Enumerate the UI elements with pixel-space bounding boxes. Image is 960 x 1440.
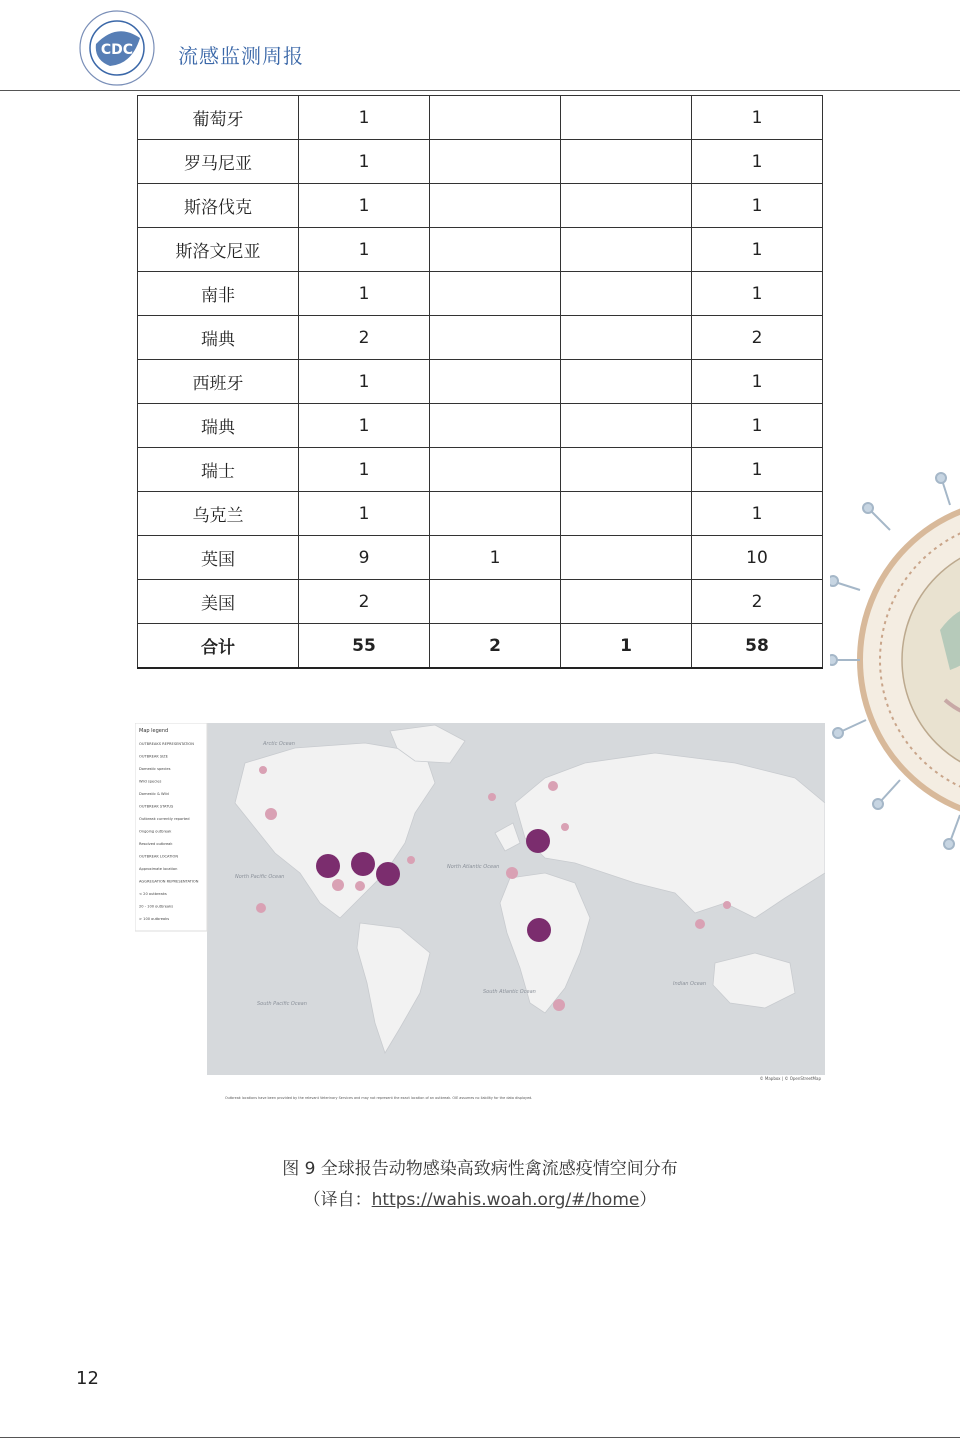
count-cell xyxy=(430,580,561,624)
country-cell: 瑞士 xyxy=(138,448,299,492)
count-cell xyxy=(561,96,692,140)
count-cell: 9 xyxy=(299,536,430,580)
count-cell: 1 xyxy=(430,536,561,580)
count-cell: 1 xyxy=(692,360,823,404)
legend-item: OUTBREAK STATUS xyxy=(139,804,174,809)
table-row xyxy=(138,448,823,492)
table-row xyxy=(138,360,823,404)
legend-item: Wild species xyxy=(139,779,162,784)
logo-text: CDC xyxy=(100,42,134,58)
count-cell xyxy=(561,536,692,580)
cluster-small xyxy=(259,766,267,774)
count-cell xyxy=(561,580,692,624)
table-row xyxy=(138,316,823,360)
country-cell: 英国 xyxy=(138,536,299,580)
legend-item: 20 - 100 outbreaks xyxy=(139,904,174,909)
legend-item: Outbreak currently reported xyxy=(139,817,190,821)
table-total-row xyxy=(138,624,823,669)
table-row xyxy=(138,492,823,536)
figure-caption-line1: 图 9 全球报告动物感染高致病性禽流感疫情空间分布 xyxy=(282,1159,678,1179)
count-cell: 1 xyxy=(299,404,430,448)
outbreak-table xyxy=(137,95,823,669)
cluster-small xyxy=(256,903,266,913)
world-map-figure xyxy=(135,723,825,1103)
cluster-small xyxy=(355,881,365,891)
map-disclaimer: Outbreak locations have been provided by the relevant Veterinary Services and may not represent the exact location of an outbreak. OIE assumes no liability for the data displayed. xyxy=(225,1096,533,1100)
cluster-small xyxy=(332,879,344,891)
caption-suffix: ） xyxy=(639,1190,657,1210)
count-cell xyxy=(430,184,561,228)
count-cell: 2 xyxy=(299,316,430,360)
legend-item: OUTBREAKS REPRESENTATION xyxy=(139,742,194,746)
count-cell xyxy=(430,140,561,184)
count-cell: 1 xyxy=(299,96,430,140)
map-attribution: © Mapbox | © OpenStreetMap xyxy=(759,1076,821,1081)
world-map xyxy=(135,723,825,1103)
page-number: 12 xyxy=(76,1368,99,1389)
count-cell: 1 xyxy=(692,184,823,228)
source-link[interactable]: https://wahis.woah.org/#/home xyxy=(371,1190,640,1210)
count-cell xyxy=(430,492,561,536)
ocean-label-south-pacific: South Pacific Ocean xyxy=(257,1001,307,1007)
cluster-small xyxy=(695,919,705,929)
country-cell: 葡萄牙 xyxy=(138,96,299,140)
country-cell: 瑞典 xyxy=(138,316,299,360)
table-row xyxy=(138,272,823,316)
country-cell: 罗马尼亚 xyxy=(138,140,299,184)
legend-item: AGGREGATION REPRESENTATION xyxy=(139,879,199,884)
cluster-small xyxy=(561,823,569,831)
count-cell xyxy=(430,360,561,404)
country-cell: 合计 xyxy=(138,624,299,669)
header-rule xyxy=(0,90,960,91)
count-cell: 1 xyxy=(299,140,430,184)
cluster-west-us xyxy=(316,854,340,878)
map-legend-title: Map legend xyxy=(139,728,169,734)
count-cell xyxy=(430,448,561,492)
count-cell xyxy=(561,228,692,272)
footer-rule xyxy=(0,1437,960,1438)
count-cell: 1 xyxy=(299,184,430,228)
count-cell xyxy=(561,360,692,404)
cluster-west-africa xyxy=(527,918,551,942)
table-row xyxy=(138,96,823,140)
legend-item: OUTBREAK SIZE xyxy=(139,754,168,759)
ocean-label-south-atlantic: South Atlantic Ocean xyxy=(483,989,536,995)
count-cell xyxy=(561,404,692,448)
count-cell: 55 xyxy=(299,624,430,669)
figure-caption-line2 xyxy=(0,1185,960,1210)
legend-item: > 100 outbreaks xyxy=(139,917,170,921)
count-cell: 1 xyxy=(692,492,823,536)
country-cell: 斯洛文尼亚 xyxy=(138,228,299,272)
cluster-europe xyxy=(526,829,550,853)
count-cell: 1 xyxy=(299,228,430,272)
legend-item: Domestic species xyxy=(139,767,171,771)
count-cell xyxy=(561,316,692,360)
country-cell: 南非 xyxy=(138,272,299,316)
count-cell xyxy=(561,448,692,492)
cluster-small xyxy=(506,867,518,879)
cluster-small xyxy=(488,793,496,801)
count-cell xyxy=(561,492,692,536)
header-title: 流感监测周报 xyxy=(178,44,304,68)
table-row xyxy=(138,404,823,448)
count-cell: 2 xyxy=(692,580,823,624)
count-cell xyxy=(430,404,561,448)
count-cell: 1 xyxy=(299,272,430,316)
legend-item: OUTBREAK LOCATION xyxy=(139,854,179,859)
count-cell xyxy=(561,272,692,316)
virus-illustration xyxy=(830,470,960,850)
legend-item: < 20 outbreaks xyxy=(139,892,167,896)
count-cell: 1 xyxy=(692,96,823,140)
count-cell xyxy=(430,316,561,360)
count-cell: 1 xyxy=(299,448,430,492)
count-cell: 1 xyxy=(692,404,823,448)
legend-item: Resolved outbreak xyxy=(139,842,173,846)
count-cell: 1 xyxy=(692,448,823,492)
table-row xyxy=(138,536,823,580)
count-cell xyxy=(430,228,561,272)
cluster-small xyxy=(723,901,731,909)
ocean-label-indian: Indian Ocean xyxy=(673,981,707,987)
count-cell: 1 xyxy=(299,360,430,404)
ocean-label-north-atlantic: North Atlantic Ocean xyxy=(447,864,500,870)
cdc-logo xyxy=(74,8,160,88)
country-cell: 美国 xyxy=(138,580,299,624)
country-cell: 乌克兰 xyxy=(138,492,299,536)
count-cell xyxy=(561,140,692,184)
cluster-east-us xyxy=(376,862,400,886)
country-cell: 西班牙 xyxy=(138,360,299,404)
legend-item: Ongoing outbreak xyxy=(139,829,172,834)
legend-item: Domestic & Wild xyxy=(139,792,169,796)
ocean-label-north-pacific: North Pacific Ocean xyxy=(235,874,285,880)
count-cell xyxy=(430,272,561,316)
country-cell: 瑞典 xyxy=(138,404,299,448)
page-header xyxy=(0,0,960,92)
count-cell: 58 xyxy=(692,624,823,669)
table-row xyxy=(138,228,823,272)
table-row xyxy=(138,140,823,184)
table-row xyxy=(138,184,823,228)
cluster-alaska xyxy=(265,808,277,820)
count-cell: 2 xyxy=(692,316,823,360)
count-cell xyxy=(430,96,561,140)
caption-prefix: （译自： xyxy=(303,1190,372,1210)
cluster-small xyxy=(548,781,558,791)
ocean-label-arctic: Arctic Ocean xyxy=(263,741,295,747)
country-cell: 斯洛伐克 xyxy=(138,184,299,228)
count-cell: 1 xyxy=(692,228,823,272)
legend-item: Approximate location xyxy=(139,867,178,871)
count-cell: 1 xyxy=(561,624,692,669)
count-cell: 2 xyxy=(299,580,430,624)
cluster-south-africa xyxy=(553,999,565,1011)
table-row xyxy=(138,580,823,624)
count-cell: 1 xyxy=(692,140,823,184)
count-cell: 10 xyxy=(692,536,823,580)
count-cell xyxy=(561,184,692,228)
cluster-small xyxy=(407,856,415,864)
count-cell: 1 xyxy=(299,492,430,536)
cluster-central-us xyxy=(351,852,375,876)
count-cell: 1 xyxy=(692,272,823,316)
count-cell: 2 xyxy=(430,624,561,669)
